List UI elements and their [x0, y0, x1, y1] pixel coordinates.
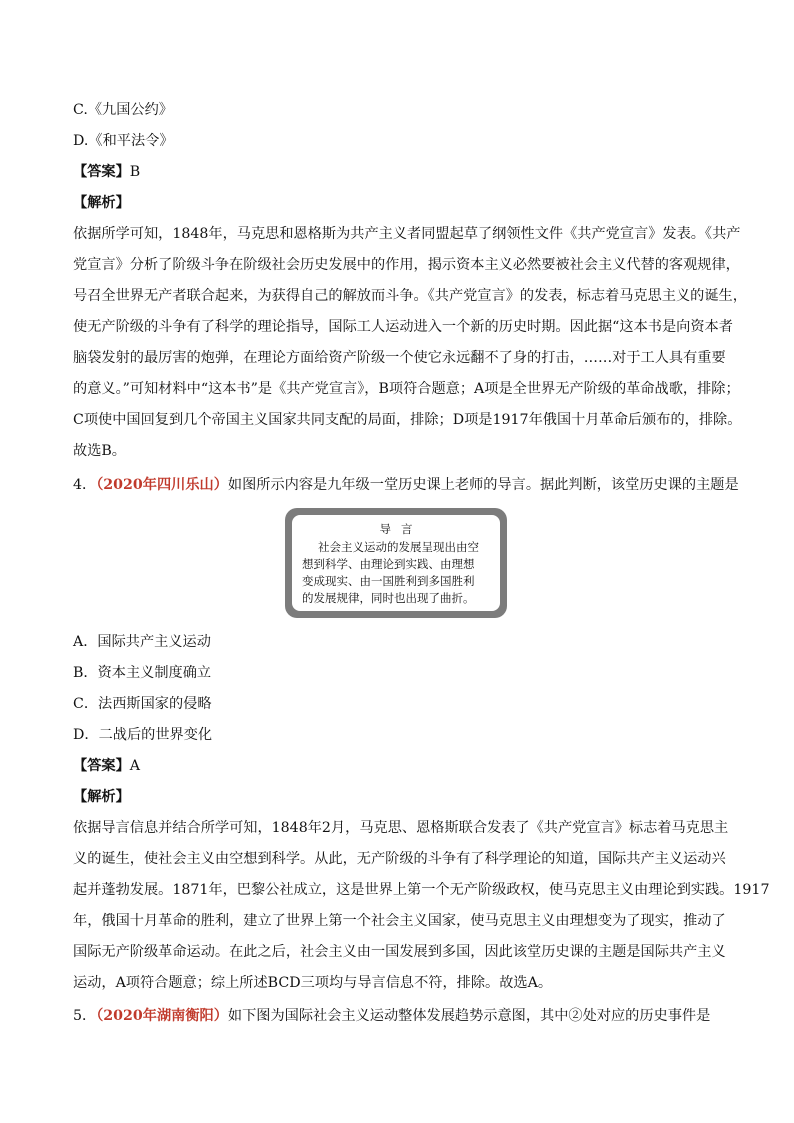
q4-option-b: B．资本主义制度确立 [73, 665, 212, 681]
q3-answer [73, 162, 140, 182]
question-source: （2020年四川乐山） [96, 477, 228, 493]
q3-analysis-line: 依据所学可知，1848年，马克思和恩格斯为共产主义者同盟起草了纲领性文件《共产党宣言》发表。《共产 [73, 226, 741, 242]
q4-option-d: D．二战后的世界变化 [73, 727, 213, 743]
q3-analysis-line: C项使中国回复到几个帝国主义国家共同支配的局面，排除；D项是1917年俄国十月革命后颁布的，排除。 [73, 412, 742, 428]
q4-answer [73, 756, 140, 776]
q3-option-d: D.《和平法令》 [73, 133, 174, 149]
answer-value: A [129, 758, 141, 774]
q4-analysis-line: 依据导言信息并结合所学可知，1848年2月，马克思、恩格斯联合发表了《共产党宣言》标志着马克思主 [73, 820, 729, 836]
intro-figure-line: 变成现实、由一国胜利到多国胜利 [302, 574, 475, 588]
intro-figure-panel [292, 515, 500, 611]
q3-analysis-label: 【解析】 [73, 195, 130, 211]
q4-option-c: C．法西斯国家的侵略 [73, 696, 212, 712]
q3-analysis-line: 脑袋发射的最厉害的炮弹，在理论方面给资产阶级一个使它永远翻不了身的打击，……对于工人具有重要 [73, 350, 726, 366]
question-number: 5． [73, 1008, 97, 1024]
q3-option-c: C.《九国公约》 [73, 102, 173, 118]
intro-figure [285, 508, 507, 618]
q3-analysis-line: 党宣言》分析了阶级斗争在阶级社会历史发展中的作用，揭示资本主义必然要被社会主义代替的客观规律， [73, 257, 740, 273]
q4-analysis-line: 义的诞生，使社会主义由空想到科学。从此，无产阶级的斗争有了科学理论的知道，国际共产主义运动兴 [73, 851, 726, 867]
q4-analysis-line: 国际无产阶级革命运动。在此之后，社会主义由一国发展到多国，因此该堂历史课的主题是国际共产主义 [73, 944, 726, 960]
answer-label: 【答案】 [73, 758, 130, 774]
q3-analysis-line: 使无产阶级的斗争有了科学的理论指导，国际工人运动进入一个新的历史时期。因此据“这本书是向资本者 [73, 319, 733, 335]
q3-analysis-line: 故选B。 [73, 443, 126, 459]
q4-option-a: A．国际共产主义运动 [73, 634, 211, 650]
question-text: 如下图为国际社会主义运动整体发展趋势示意图，其中②处对应的历史事件是 [227, 1008, 711, 1024]
q4-analysis-line: 起并蓬勃发展。1871年，巴黎公社成立，这是世界上第一个无产阶级政权，使马克思主义由理论到实践。1917 [73, 882, 770, 898]
q4-stem [73, 475, 739, 495]
answer-value: B [129, 164, 141, 180]
question-text: 如图所示内容是九年级一堂历史课上老师的导言。据此判断，该堂历史课的主题是 [227, 477, 739, 493]
q5-stem [73, 1006, 710, 1026]
intro-figure-title: 导言 [379, 522, 423, 536]
q4-analysis-line: 运动，A项符合题意；综上所述BCD三项均与导言信息不符，排除。故选A。 [73, 975, 553, 991]
q4-analysis-label: 【解析】 [73, 789, 130, 805]
q4-analysis-line: 年，俄国十月革命的胜利，建立了世界上第一个社会主义国家，使马克思主义由理想变为了现实，推动了 [73, 913, 726, 929]
q3-analysis-line: 的意义。”可知材料中“这本书”是《共产党宣言》，B项符合题意；A项是全世界无产阶级的革命战歌，排除； [73, 381, 740, 397]
intro-figure-line: 社会主义运动的发展呈现出由空 [318, 540, 479, 554]
question-number: 4． [73, 477, 97, 493]
intro-figure-line: 的发展规律，同时也出现了曲折。 [302, 591, 475, 605]
intro-figure-line: 想到科学、由理论到实践、由理想 [302, 557, 475, 571]
question-source: （2020年湖南衡阳） [96, 1008, 228, 1024]
q3-analysis-line: 号召全世界无产者联合起来，为获得自己的解放而斗争。《共产党宣言》的发表，标志着马克思主义的诞生， [73, 288, 747, 304]
answer-label: 【答案】 [73, 164, 130, 180]
